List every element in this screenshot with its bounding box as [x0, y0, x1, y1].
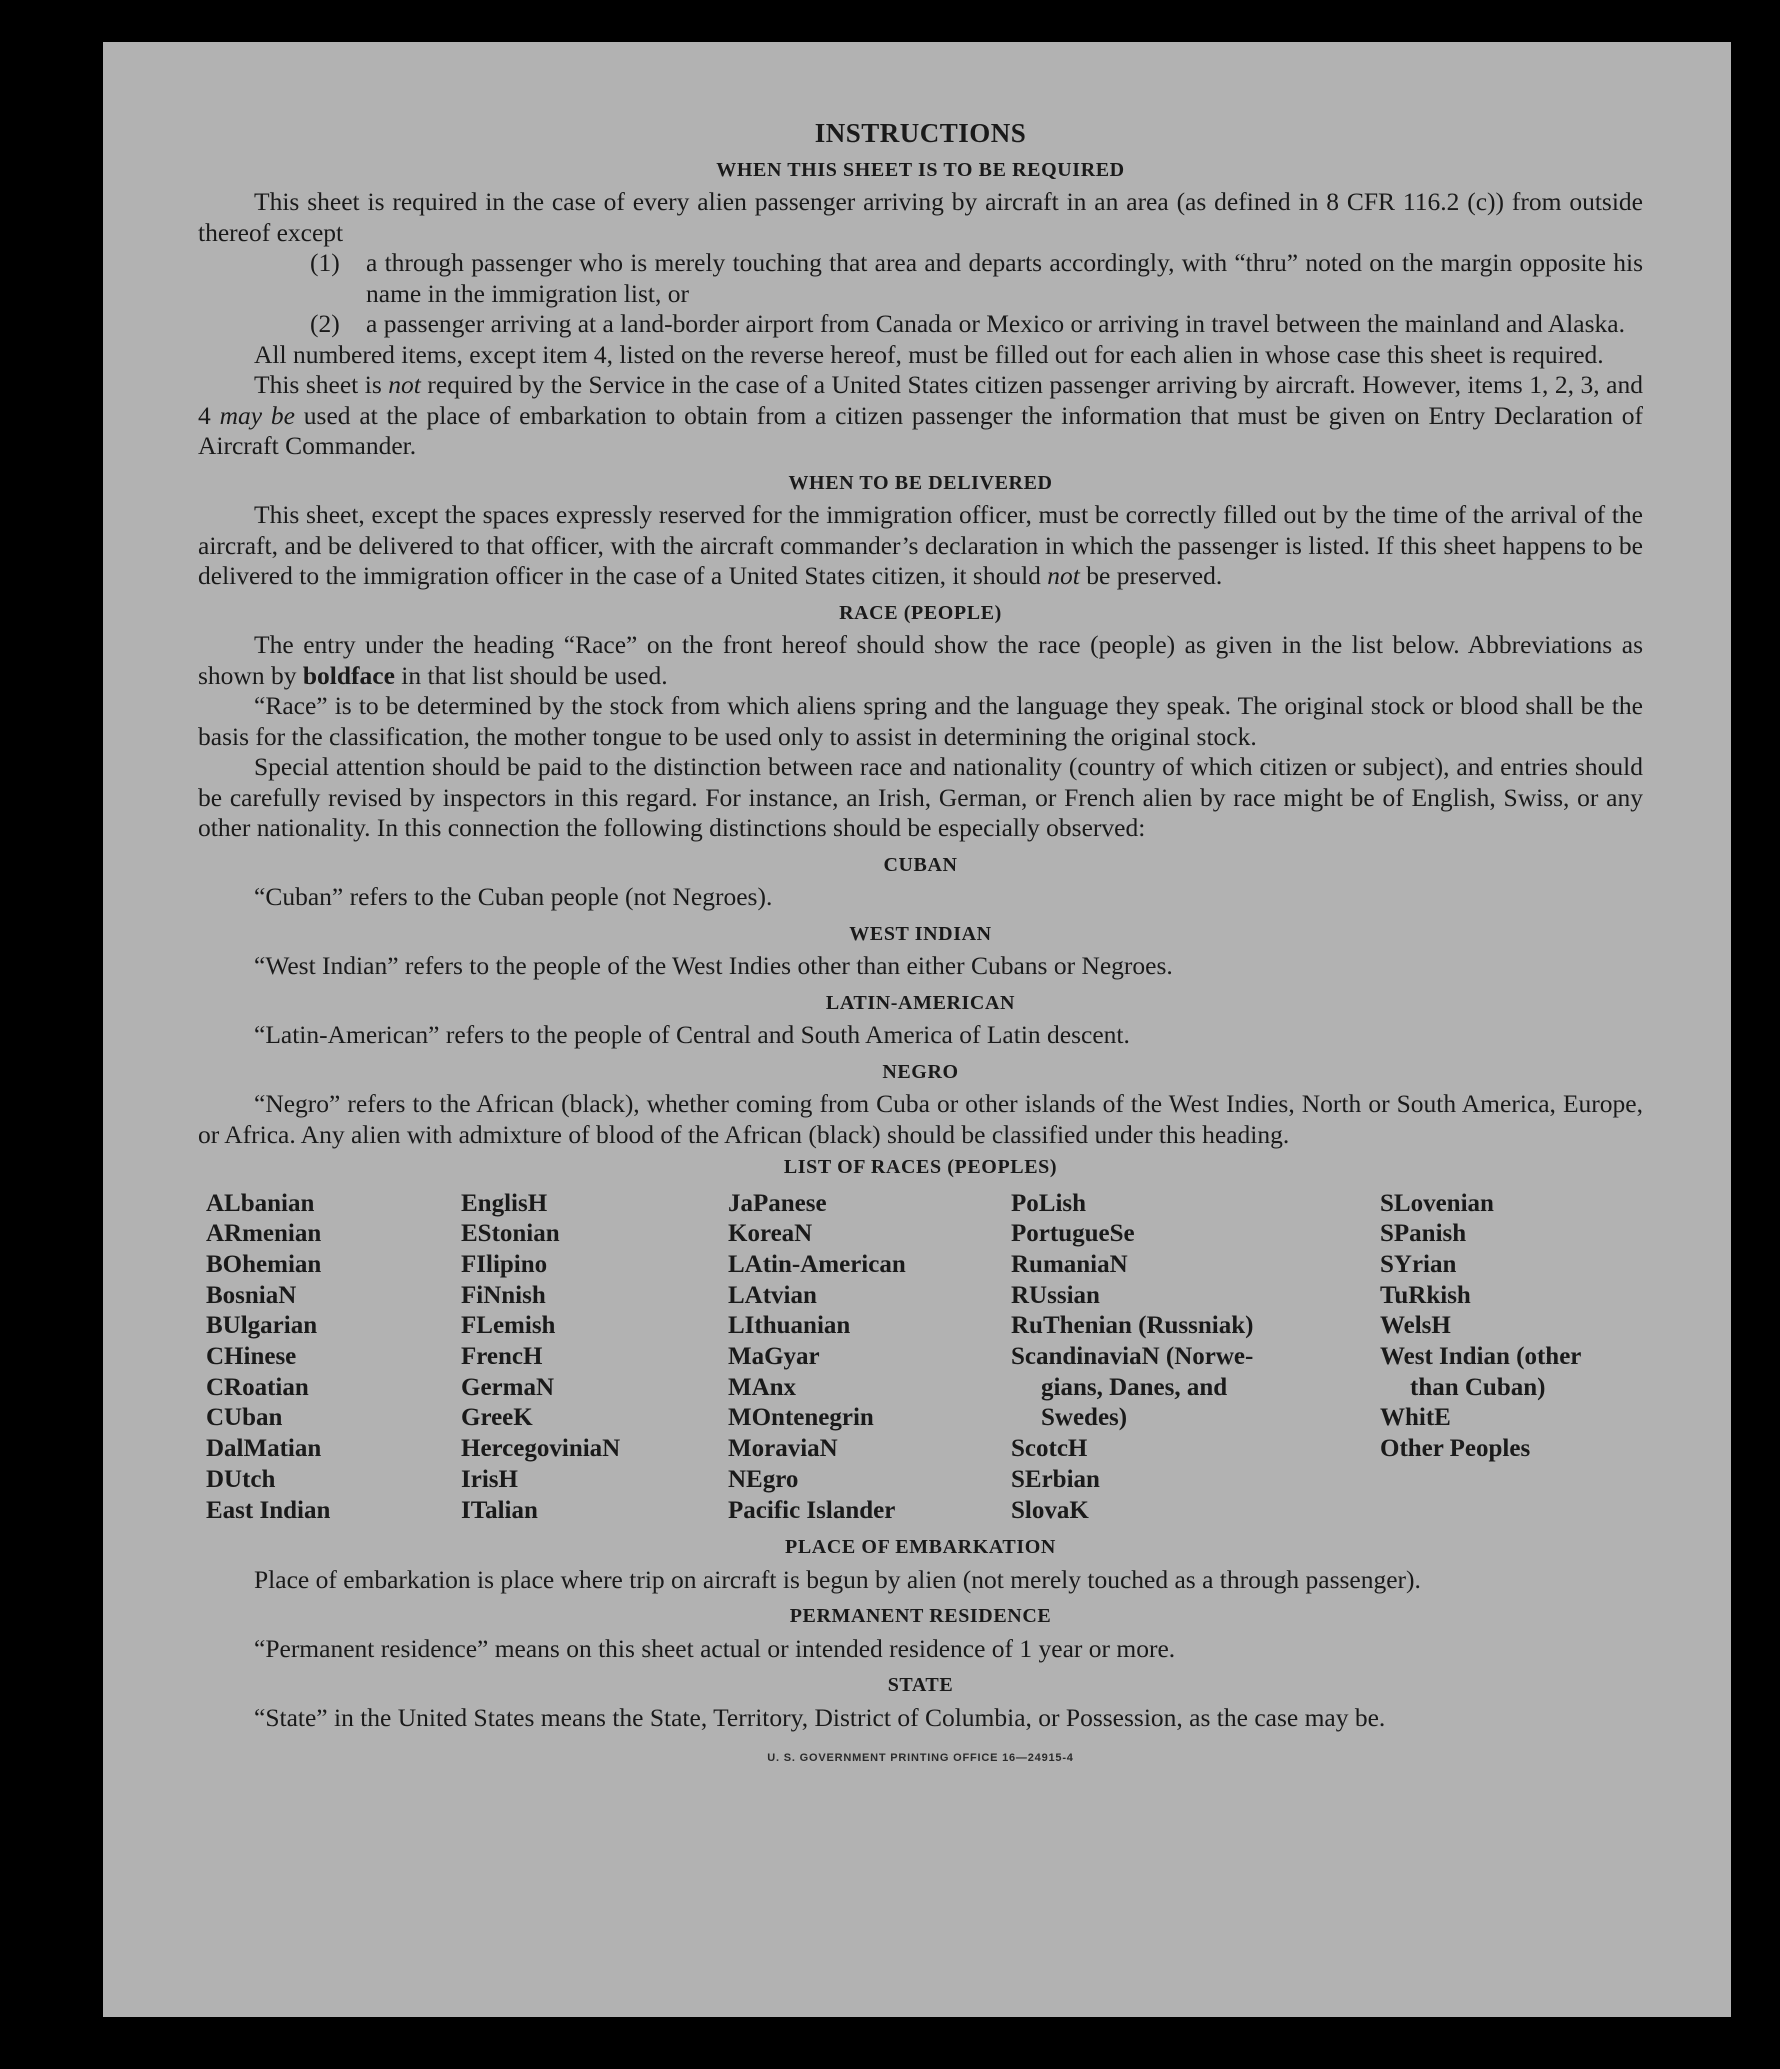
para-permanent-residence: “Permanent residence” means on this sheet actual or intended residence of 1 year or more.: [254, 1633, 1176, 1663]
race-item: PoLish: [1011, 1189, 1087, 1217]
para-not-required-emphasis-2: may be: [219, 400, 295, 430]
races-column-4: [1011, 1189, 1380, 1527]
race-item: ScandinaviaN (Norwe-: [1011, 1343, 1254, 1371]
race-item: ALbanian: [206, 1189, 315, 1217]
race-item: MoraviaN: [728, 1435, 838, 1463]
race-item: GermaN: [461, 1373, 555, 1401]
para-negro: “Negro” refers to the African (black), whether coming from Cuba or other islands of the West Indies, North or South America, Europe, or Africa. Any alien with admixture of blood of the African (black) should be classified under this heading.: [198, 1089, 1643, 1149]
para-not-required-text-a: This sheet is: [254, 370, 389, 399]
race-item: TuRkish: [1380, 1281, 1471, 1309]
para-latin-american: “Latin-American” refers to the people of Central and South America of Latin descent.: [254, 1020, 1130, 1049]
race-item: LAtvian: [728, 1281, 817, 1309]
race-item: DUtch: [206, 1465, 276, 1493]
race-item: GreeK: [461, 1404, 533, 1432]
race-item: CHinese: [206, 1343, 297, 1371]
para-race-2: “Race” is to be determined by the stock from which aliens spring and the language they speak. The original stock or blood shall be the basis for the classification, the mother tongue to be used only to assist in determining the original stock.: [198, 691, 1643, 751]
page-title: INSTRUCTIONS: [814, 118, 1027, 148]
race-item: ARmenian: [206, 1220, 322, 1248]
race-item: Other Peoples: [1380, 1435, 1531, 1463]
race-item-continuation: than Cuban): [1410, 1373, 1546, 1401]
race-item: FLemish: [461, 1312, 556, 1340]
para-when-delivered: [198, 500, 1643, 592]
race-item: EStonian: [461, 1220, 560, 1248]
race-item: MOntenegrin: [728, 1404, 874, 1432]
para-race-1-text-a: The entry under the heading “Race” on the front hereof should show the race (people) as given in the list below. Abbreviations as shown by: [198, 630, 1643, 690]
race-item: FrencH: [461, 1343, 543, 1371]
para-race-1-boldface: boldface: [302, 660, 395, 690]
race-item: RuThenian (Russniak): [1011, 1312, 1254, 1340]
race-item: MaGyar: [728, 1343, 820, 1371]
race-item: BUlgarian: [206, 1312, 318, 1340]
race-item: BOhemian: [206, 1250, 322, 1278]
para-state: “State” in the United States means the State, Territory, District of Columbia, or Possession, as the case may be.: [254, 1702, 1386, 1732]
exception-item-2-text: a passenger arriving at a land-border airport from Canada or Mexico or arriving in travel between the mainland and Alaska.: [366, 309, 1625, 338]
para-when-delivered-text-b: be preserved.: [1079, 561, 1223, 590]
para-numbered-items: All numbered items, except item 4, listed on the reverse hereof, must be filled out for each alien in whose case this sheet is required.: [254, 339, 1604, 369]
para-when-delivered-text-a: This sheet, except the spaces expressly reserved for the immigration officer, must be correctly filled out by the time of the arrival of the aircraft, and be delivered to that officer, with the aircraft commander’s declaration in which the passenger is listed. If this sheet happens to be delivered to the immigration officer in the case of a United States citizen, it should: [198, 500, 1643, 590]
race-item: SlovaK: [1011, 1496, 1089, 1524]
para-west-indian: “West Indian” refers to the people of the West Indies other than either Cubans or Negroes.: [254, 951, 1173, 980]
heading-state: STATE: [887, 1674, 954, 1697]
races-column-1: [206, 1189, 461, 1527]
race-item: SLovenian: [1380, 1189, 1494, 1217]
race-item: EnglisH: [461, 1189, 548, 1217]
race-item: RUssian: [1011, 1281, 1100, 1309]
heading-negro: NEGRO: [882, 1060, 959, 1083]
race-item: MAnx: [728, 1373, 797, 1401]
heading-latin-american: LATIN-AMERICAN: [825, 991, 1016, 1014]
exception-item-1-text: a through passenger who is merely touching that area and departs accordingly, with “thru” noted on the margin opposite his name in the immigration list, or: [366, 248, 1643, 308]
race-item: ScotcH: [1011, 1435, 1088, 1463]
para-not-required-text-c: used at the place of embarkation to obtain from a citizen passenger the information that must be given on Entry Declaration of Aircraft Commander.: [198, 400, 1644, 460]
para-race-3: Special attention should be paid to the distinction between race and nationality (country of which citizen or subject), and entries should be carefully revised by inspectors in this regard. For instance, an Irish, German, or French alien by race might be of English, Swiss, or any other nationality. In this connection the following distinctions should be especially observed:: [198, 752, 1643, 842]
exception-item-1-number: (1): [310, 248, 340, 277]
heading-when-required: WHEN THIS SHEET IS TO BE REQUIRED: [716, 158, 1125, 181]
race-item: East Indian: [206, 1496, 331, 1524]
race-item: LAtin-American: [728, 1250, 906, 1278]
race-item: PortugueSe: [1011, 1220, 1135, 1248]
race-item-continuation: gians, Danes, and: [1041, 1373, 1228, 1401]
races-column-5: [1380, 1189, 1640, 1527]
heading-permanent-residence: PERMANENT RESIDENCE: [789, 1605, 1052, 1628]
para-embarkation: Place of embarkation is place where trip on aircraft is begun by alien (not merely touched as a through passenger).: [254, 1564, 1421, 1594]
race-item: Pacific Islander: [728, 1496, 896, 1524]
race-item: FiNnish: [461, 1281, 546, 1309]
para-not-required: [198, 370, 1643, 462]
race-item-continuation: Swedes): [1041, 1404, 1128, 1432]
race-item: WhitE: [1380, 1404, 1451, 1432]
para-when-delivered-emphasis: not: [1047, 561, 1080, 590]
instruction-sheet: [103, 42, 1731, 2017]
race-item: JaPanese: [728, 1189, 827, 1217]
exception-item-2-number: (2): [310, 309, 340, 338]
race-item: West Indian (other: [1380, 1343, 1582, 1371]
race-item: LIthuanian: [728, 1312, 851, 1340]
heading-west-indian: WEST INDIAN: [849, 922, 992, 945]
race-item: SErbian: [1011, 1465, 1100, 1493]
race-item: SYrian: [1380, 1250, 1457, 1278]
race-item: DalMatian: [206, 1435, 322, 1463]
heading-when-delivered: WHEN TO BE DELIVERED: [788, 471, 1053, 494]
race-item: NEgro: [728, 1465, 799, 1493]
race-item: ITalian: [461, 1496, 538, 1524]
race-item: CRoatian: [206, 1373, 309, 1401]
heading-race: RACE (PEOPLE): [839, 601, 1002, 624]
para-race-1: [198, 630, 1643, 691]
list-of-races: [206, 1189, 1643, 1527]
race-item: BosniaN: [206, 1281, 297, 1309]
exception-item-1: [198, 248, 1643, 309]
heading-embarkation: PLACE OF EMBARKATION: [785, 1536, 1056, 1559]
para-not-required-emphasis: not: [388, 370, 421, 399]
races-column-2: [461, 1189, 728, 1527]
race-item: IrisH: [461, 1465, 518, 1493]
race-item: RumaniaN: [1011, 1250, 1128, 1278]
race-item: HercegoviniaN: [461, 1435, 621, 1463]
races-column-3: [728, 1189, 1011, 1527]
para-when-required-intro: This sheet is required in the case of every alien passenger arriving by aircraft in an area (as defined in 8 CFR 116.2 (c)) from outside thereof except: [198, 187, 1643, 247]
para-cuban: “Cuban” refers to the Cuban people (not Negroes).: [254, 882, 773, 911]
heading-list-of-races: LIST OF RACES (PEOPLES): [783, 1156, 1058, 1178]
para-not-required-text-b: required by the Service in the case of a United States citizen passenger arriving by aircraft. However, items 1, 2, 3, and 4: [198, 370, 1643, 430]
exception-item-2: [198, 309, 1643, 340]
race-item: SPanish: [1380, 1220, 1467, 1248]
para-race-1-text-b: in that list should be used.: [394, 660, 668, 690]
race-item: KoreaN: [728, 1220, 813, 1248]
printing-office-footer: U. S. GOVERNMENT PRINTING OFFICE 16—24915-4: [767, 1752, 1074, 1765]
race-item: CUban: [206, 1404, 283, 1432]
heading-cuban: CUBAN: [883, 853, 958, 876]
race-item: WelsH: [1380, 1312, 1451, 1340]
race-item: FIlipino: [461, 1250, 548, 1278]
